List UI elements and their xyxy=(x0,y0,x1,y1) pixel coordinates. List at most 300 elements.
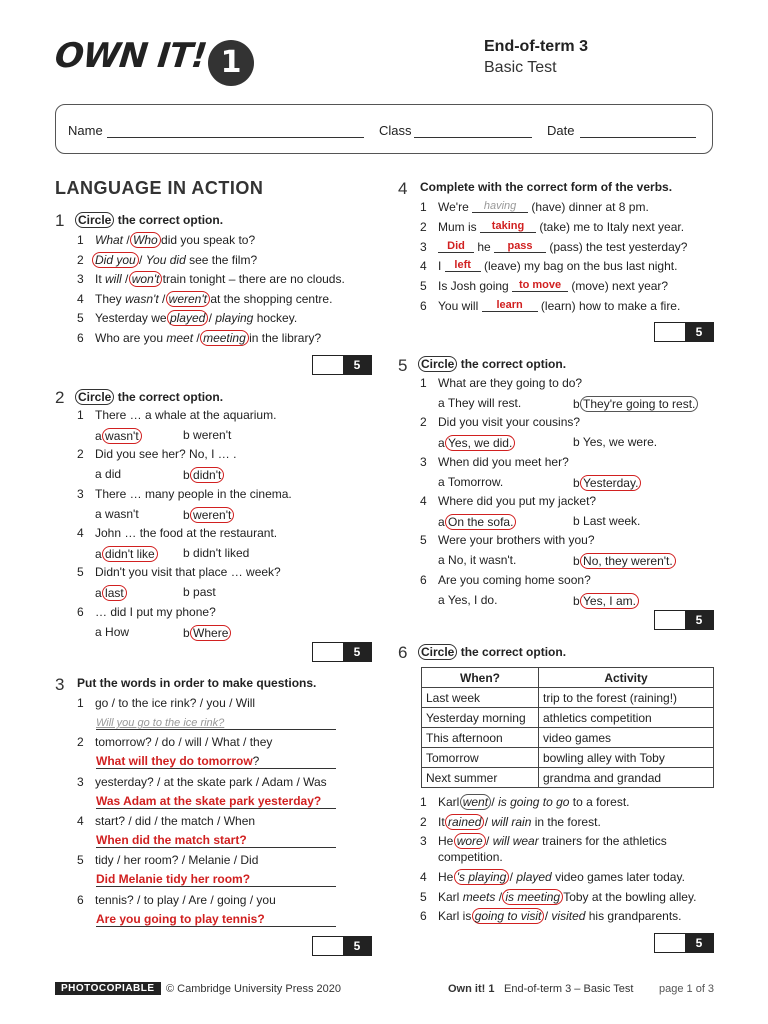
table-cell-activity: video games xyxy=(539,728,714,748)
option-b[interactable] xyxy=(573,396,695,412)
option-text[interactable]: weren't xyxy=(190,507,234,523)
circle-word: Circle xyxy=(418,356,457,372)
q2-question xyxy=(77,526,277,540)
option-letter: a xyxy=(438,514,445,529)
item-number: 3 xyxy=(420,454,427,469)
option-text[interactable]: Yes, we were. xyxy=(582,435,658,450)
option-text[interactable]: didn't liked xyxy=(193,545,250,560)
q2-question xyxy=(77,565,281,579)
q3-answer[interactable] xyxy=(96,715,336,730)
option-text[interactable]: did xyxy=(105,467,122,482)
q6-score: 5 xyxy=(685,934,713,952)
option-a[interactable]: went xyxy=(460,794,491,810)
item-number: 3 xyxy=(77,486,84,501)
option-b[interactable]: played xyxy=(516,870,552,884)
q2-question xyxy=(77,447,236,461)
activity-table xyxy=(421,667,714,788)
answer-blank[interactable]: to move xyxy=(512,279,568,292)
question-text: tidy / her room? / Melanie / Did xyxy=(95,853,259,868)
question-number: 6 xyxy=(398,643,408,662)
option-letter: b xyxy=(183,545,190,560)
section-title: LANGUAGE IN ACTION xyxy=(55,178,264,198)
item-number: 2 xyxy=(420,415,427,430)
option-letter: b xyxy=(183,468,190,483)
option-a[interactable] xyxy=(95,467,121,481)
question-text: Did you visit your cousins? xyxy=(438,415,581,430)
option-b[interactable] xyxy=(183,585,216,599)
item-text: video games later today. xyxy=(551,870,685,884)
option-text[interactable]: Where xyxy=(190,625,231,641)
date-label: Date xyxy=(547,123,575,138)
item-text: I xyxy=(438,259,445,274)
q6-item xyxy=(420,794,629,810)
question-text: What are they going to do? xyxy=(438,376,583,390)
q2-score: 5 xyxy=(343,643,371,661)
option-separator: / xyxy=(135,252,146,267)
q1-item xyxy=(77,271,345,287)
q4-item xyxy=(420,200,649,214)
item-number: 6 xyxy=(77,331,84,345)
table-cell-when: Tomorrow xyxy=(422,748,539,768)
option-separator: / xyxy=(488,795,499,809)
option-letter: a xyxy=(95,467,102,482)
option-a[interactable] xyxy=(95,507,139,521)
answer-blank[interactable]: learn xyxy=(482,299,538,312)
item-number: 6 xyxy=(420,299,427,313)
q5-question xyxy=(420,533,595,547)
option-letter: a xyxy=(95,586,102,601)
option-letter: b xyxy=(573,435,580,450)
question-number: 3 xyxy=(55,675,65,694)
option-a[interactable] xyxy=(95,585,124,601)
option-letter: a xyxy=(438,553,445,568)
q1-item xyxy=(77,291,332,307)
item-number: 2 xyxy=(420,814,427,829)
option-b[interactable]: Who xyxy=(130,232,161,248)
item-number: 5 xyxy=(77,565,84,580)
q2-score-box xyxy=(312,642,372,662)
option-letter: b xyxy=(573,593,580,608)
option-b[interactable] xyxy=(183,546,249,560)
q3-answer[interactable] xyxy=(96,754,336,769)
option-b[interactable]: will rain xyxy=(491,814,532,829)
q6-score-box xyxy=(654,933,714,953)
q2-question xyxy=(77,605,216,619)
answer-punctuation: ? xyxy=(252,754,260,769)
test-title: End-of-term 3 xyxy=(484,38,588,55)
circle-word: Circle xyxy=(75,212,114,228)
table-row xyxy=(422,728,714,748)
option-letter: a xyxy=(438,592,445,607)
item-number: 5 xyxy=(420,889,427,904)
question-text: Didn't you visit that place … week? xyxy=(95,565,281,580)
class-label: Class xyxy=(379,123,412,138)
option-text[interactable]: Tomorrow. xyxy=(447,474,504,489)
question-number: 5 xyxy=(398,356,408,375)
date-field[interactable] xyxy=(580,137,696,138)
q4-score-box xyxy=(654,322,714,342)
option-separator: / xyxy=(158,291,169,306)
option-separator: / xyxy=(482,834,493,849)
table-row xyxy=(422,768,714,788)
option-letter: a xyxy=(95,506,102,521)
item-number: 1 xyxy=(77,696,84,710)
item-number: 5 xyxy=(77,311,84,326)
option-separator: / xyxy=(481,814,492,829)
option-text[interactable]: Last week. xyxy=(583,513,641,528)
item-text: Karl xyxy=(438,889,463,904)
class-field[interactable] xyxy=(414,137,532,138)
q4-score: 5 xyxy=(685,323,713,341)
item-number: 5 xyxy=(77,853,84,868)
option-text[interactable]: weren't xyxy=(193,428,232,442)
option-b[interactable]: You did xyxy=(145,252,186,267)
question-number: 1 xyxy=(55,211,65,230)
q5-question xyxy=(420,415,580,429)
option-letter: b xyxy=(183,507,190,522)
item-text: he xyxy=(474,239,495,254)
option-letter: b xyxy=(573,475,580,490)
instruction-text: the correct option. xyxy=(457,645,567,659)
option-a[interactable] xyxy=(95,546,155,562)
q4-instruction: Complete with the correct form of the verbs. xyxy=(420,180,673,194)
q5-question xyxy=(420,494,596,508)
table-cell-when: This afternoon xyxy=(422,728,539,748)
copyright: © Cambridge University Press 2020 xyxy=(166,983,342,995)
item-text: Toby at the bowling alley. xyxy=(560,889,697,904)
table-cell-when: Last week xyxy=(422,688,539,708)
item-text: train tonight – there are no clouds. xyxy=(159,272,345,287)
option-b[interactable]: is meeting xyxy=(502,889,563,905)
question-text: Are you coming home soon? xyxy=(438,572,591,587)
instruction-text: the correct option. xyxy=(457,357,567,371)
item-number: 2 xyxy=(77,252,84,267)
option-text[interactable]: past xyxy=(193,585,216,600)
option-a[interactable] xyxy=(438,593,497,607)
item-text: in the library? xyxy=(245,331,322,345)
footer-page: page 1 of 3 xyxy=(659,983,715,995)
item-number: 3 xyxy=(420,239,427,254)
question-text: go / to the ice rink? / you / Will xyxy=(95,696,256,710)
option-letter: b xyxy=(183,625,190,640)
option-b[interactable]: playing xyxy=(215,311,254,326)
option-letter: b xyxy=(573,554,580,569)
answer-text: Are you going to play tennis? xyxy=(96,911,265,926)
option-b[interactable]: weren't xyxy=(166,291,210,307)
answer-blank[interactable]: Did xyxy=(438,240,474,253)
item-text: did you speak to? xyxy=(157,233,256,247)
option-letter: a xyxy=(95,546,102,561)
q3-answer[interactable] xyxy=(96,833,336,848)
option-text[interactable]: How xyxy=(105,624,130,639)
q5-question xyxy=(420,573,591,587)
q1-item xyxy=(77,252,257,268)
q4-item xyxy=(420,259,677,273)
option-a[interactable] xyxy=(438,514,513,530)
item-text: Karl xyxy=(438,795,463,809)
item-text: They xyxy=(95,291,126,306)
q6-item xyxy=(420,833,667,849)
table-cell-activity: bowling alley with Toby xyxy=(539,748,714,768)
option-a[interactable]: meets xyxy=(462,889,496,904)
option-b[interactable]: won't xyxy=(129,271,163,287)
item-text: He xyxy=(438,870,457,884)
item-text: Is Josh going xyxy=(438,279,513,294)
instruction-text: the correct option. xyxy=(114,390,224,404)
question-text: There … a whale at the aquarium. xyxy=(95,408,277,422)
question-text: There … many people in the cinema. xyxy=(95,486,292,501)
item-text: (move) next year? xyxy=(568,279,669,294)
table-cell-when: Yesterday morning xyxy=(422,708,539,728)
item-number: 4 xyxy=(420,259,427,274)
question-text: tennis? / to play / Are / going / you xyxy=(95,892,276,907)
q3-question xyxy=(77,893,276,907)
option-a[interactable] xyxy=(438,396,521,410)
option-a[interactable]: rained xyxy=(445,814,484,830)
option-letter: a xyxy=(95,429,102,443)
question-number: 2 xyxy=(55,388,65,407)
option-a[interactable] xyxy=(438,435,512,451)
table-header-row xyxy=(422,668,714,688)
item-text: hockey. xyxy=(253,311,298,326)
option-letter: b xyxy=(183,585,190,600)
q3-answer[interactable] xyxy=(96,872,336,887)
table-row xyxy=(422,748,714,768)
q2-question xyxy=(77,408,276,422)
q3-score-box xyxy=(312,936,372,956)
q3-score: 5 xyxy=(343,937,371,955)
item-number: 4 xyxy=(77,525,84,540)
item-number: 6 xyxy=(420,909,427,924)
q6-instruction xyxy=(420,644,566,660)
name-label: Name xyxy=(68,123,103,138)
item-text: Who are you xyxy=(95,331,167,345)
table-header-when: When? xyxy=(422,668,539,688)
item-text: in the forest. xyxy=(531,814,601,829)
name-field[interactable] xyxy=(107,137,364,138)
option-text[interactable]: No, they weren't. xyxy=(580,553,676,569)
table-cell-activity: grandma and grandad xyxy=(539,768,714,788)
option-a[interactable] xyxy=(95,428,139,444)
option-text[interactable]: They're going to rest. xyxy=(580,396,698,412)
answer-blank[interactable]: having xyxy=(472,200,528,213)
instruction-text: the correct option. xyxy=(114,213,224,227)
table-cell-activity: athletics competition xyxy=(539,708,714,728)
item-text: He xyxy=(438,834,457,849)
option-text[interactable]: Yes, I do. xyxy=(447,592,498,607)
option-text[interactable]: Yes, we did. xyxy=(445,435,515,451)
option-a[interactable]: Did you xyxy=(92,252,139,268)
item-text: his grandparents. xyxy=(585,909,682,924)
item-number: 1 xyxy=(77,408,84,422)
option-letter: b xyxy=(183,428,190,442)
item-number: 2 xyxy=(77,447,84,462)
option-separator: / xyxy=(123,233,134,247)
option-b[interactable] xyxy=(573,593,636,609)
q2-instruction xyxy=(77,389,223,405)
question-text: Were your brothers with you? xyxy=(438,533,595,548)
item-number: 3 xyxy=(77,272,84,287)
item-number: 1 xyxy=(420,795,427,809)
q1-item xyxy=(77,232,255,248)
question-text: … did I put my phone? xyxy=(95,604,216,619)
table-row xyxy=(422,708,714,728)
question-text: yesterday? / at the skate park / Adam / Was xyxy=(95,774,327,789)
q6-item xyxy=(420,814,601,830)
option-b[interactable]: visited xyxy=(551,909,586,924)
option-b[interactable]: meeting xyxy=(200,330,249,346)
option-a[interactable]: What xyxy=(95,233,124,247)
option-text[interactable]: Yesterday. xyxy=(580,475,641,491)
option-letter: b xyxy=(573,513,580,528)
option-text[interactable]: wasn't xyxy=(105,506,139,521)
q3-question xyxy=(77,814,255,828)
option-b[interactable]: is going to go xyxy=(498,795,570,809)
option-a[interactable]: meet xyxy=(166,331,194,345)
option-b[interactable] xyxy=(183,625,228,641)
option-text[interactable]: didn't xyxy=(190,467,224,483)
question-number: 4 xyxy=(398,179,408,198)
option-text[interactable]: wasn't xyxy=(102,428,142,444)
answer-text: Did Melanie tidy her room? xyxy=(96,872,251,887)
item-text: (have) dinner at 8 pm. xyxy=(528,200,649,214)
item-number: 1 xyxy=(420,200,427,214)
q3-question xyxy=(77,853,258,867)
item-text: (pass) the test yesterday? xyxy=(546,239,688,254)
test-subtitle: Basic Test xyxy=(484,59,557,76)
item-number: 4 xyxy=(420,493,427,508)
item-number: 4 xyxy=(420,870,427,884)
logo-own-it: OWN IT! xyxy=(52,36,209,76)
photocopiable-badge: PHOTOCOPIABLE xyxy=(55,982,161,995)
option-b[interactable] xyxy=(573,553,673,569)
question-text: John … the food at the restaurant. xyxy=(95,525,278,540)
option-text[interactable]: last xyxy=(102,585,127,601)
option-separator: / xyxy=(121,272,132,287)
q3-question xyxy=(77,775,327,789)
question-text: tomorrow? / do / will / What / they xyxy=(95,735,273,750)
option-a[interactable]: wasn't xyxy=(125,291,159,306)
item-number: 2 xyxy=(420,219,427,234)
q3-question xyxy=(77,735,272,749)
option-a[interactable] xyxy=(438,553,516,567)
option-letter: a xyxy=(95,624,102,639)
item-text: Karl is xyxy=(438,909,475,924)
option-b[interactable] xyxy=(183,467,221,483)
option-text[interactable]: No, it wasn't. xyxy=(448,553,517,568)
option-text[interactable]: didn't like xyxy=(102,546,158,562)
q5-question xyxy=(420,455,569,469)
option-a[interactable] xyxy=(438,475,503,489)
answer-text: Will you go to the ice rink? xyxy=(96,717,225,729)
q4-item xyxy=(420,299,680,313)
answer-blank[interactable]: pass xyxy=(494,240,546,253)
item-number: 5 xyxy=(420,533,427,548)
q5-score-box xyxy=(654,610,714,630)
item-text: Mum is xyxy=(438,219,480,234)
item-text: trainers for the athletics xyxy=(538,834,667,849)
option-a[interactable]: going to visit xyxy=(472,908,545,924)
question-text: Where did you put my jacket? xyxy=(438,493,597,508)
q6-item xyxy=(420,869,685,885)
answer-text: Was Adam at the skate park yesterday? xyxy=(96,793,322,808)
q1-score-box xyxy=(312,355,372,375)
option-text[interactable]: Yes, I am. xyxy=(580,593,639,609)
item-text: (leave) my bag on the bus last night. xyxy=(480,259,678,274)
item-text: It xyxy=(438,814,449,829)
q6-item xyxy=(420,908,681,924)
table-cell-when: Next summer xyxy=(422,768,539,788)
q3-question xyxy=(77,696,255,710)
item-number: 2 xyxy=(77,735,84,750)
q4-item xyxy=(420,240,687,254)
option-separator: / xyxy=(541,909,552,924)
answer-blank[interactable]: left xyxy=(445,259,481,272)
item-number: 5 xyxy=(420,279,427,294)
answer-blank[interactable]: taking xyxy=(480,220,536,233)
item-number: 1 xyxy=(420,376,427,390)
question-text: Did you see her? No, I … . xyxy=(95,447,237,462)
item-text: (take) me to Italy next year. xyxy=(536,219,685,234)
option-a[interactable]: 's playing xyxy=(454,869,510,885)
item-text: to a forest. xyxy=(569,795,630,809)
item-text: at the shopping centre. xyxy=(206,291,333,306)
q2-question xyxy=(77,487,292,501)
option-b[interactable] xyxy=(183,507,231,523)
item-text: You will xyxy=(438,299,482,313)
option-letter: b xyxy=(573,397,580,411)
option-text[interactable]: On the sofa. xyxy=(445,514,516,530)
q3-answer[interactable] xyxy=(96,794,336,809)
question-text: start? / did / the match / When xyxy=(95,813,256,828)
item-number: 6 xyxy=(77,892,84,907)
circle-word: Circle xyxy=(75,389,114,405)
option-b[interactable] xyxy=(183,428,231,442)
option-letter: a xyxy=(438,436,445,451)
table-row xyxy=(422,688,714,708)
item-number: 3 xyxy=(77,774,84,789)
option-letter: a xyxy=(438,474,445,489)
q5-question xyxy=(420,376,582,390)
option-a[interactable] xyxy=(95,625,129,639)
option-a[interactable]: will xyxy=(105,272,122,287)
item-text: (learn) how to make a fire. xyxy=(537,299,681,313)
footer-test: End-of-term 3 – Basic Test xyxy=(504,983,634,995)
table-cell-activity: trip to the forest (raining!) xyxy=(539,688,714,708)
answer-text: What will they do tomorrow xyxy=(96,754,253,769)
option-a[interactable]: wore xyxy=(454,833,486,849)
item-number: 6 xyxy=(420,572,427,587)
item-text: It xyxy=(95,272,106,287)
item-text: Yesterday we xyxy=(95,311,170,326)
option-separator: / xyxy=(495,889,506,904)
option-b[interactable] xyxy=(573,435,657,449)
answer-text: When did the match start? xyxy=(96,832,247,847)
option-a[interactable]: played xyxy=(167,310,208,326)
option-b[interactable] xyxy=(573,475,638,491)
option-b[interactable]: will wear xyxy=(492,834,539,849)
option-letter: a xyxy=(438,396,445,410)
table-header-activity: Activity xyxy=(539,668,714,688)
option-b[interactable] xyxy=(573,514,640,528)
item-number: 4 xyxy=(77,291,84,306)
footer-book: Own it! 1 xyxy=(448,983,495,995)
item-number: 3 xyxy=(420,834,427,849)
option-text[interactable]: They will rest. xyxy=(447,396,522,410)
q4-item xyxy=(420,279,668,293)
item-continuation: competition. xyxy=(438,850,503,865)
q3-answer[interactable] xyxy=(96,912,336,927)
